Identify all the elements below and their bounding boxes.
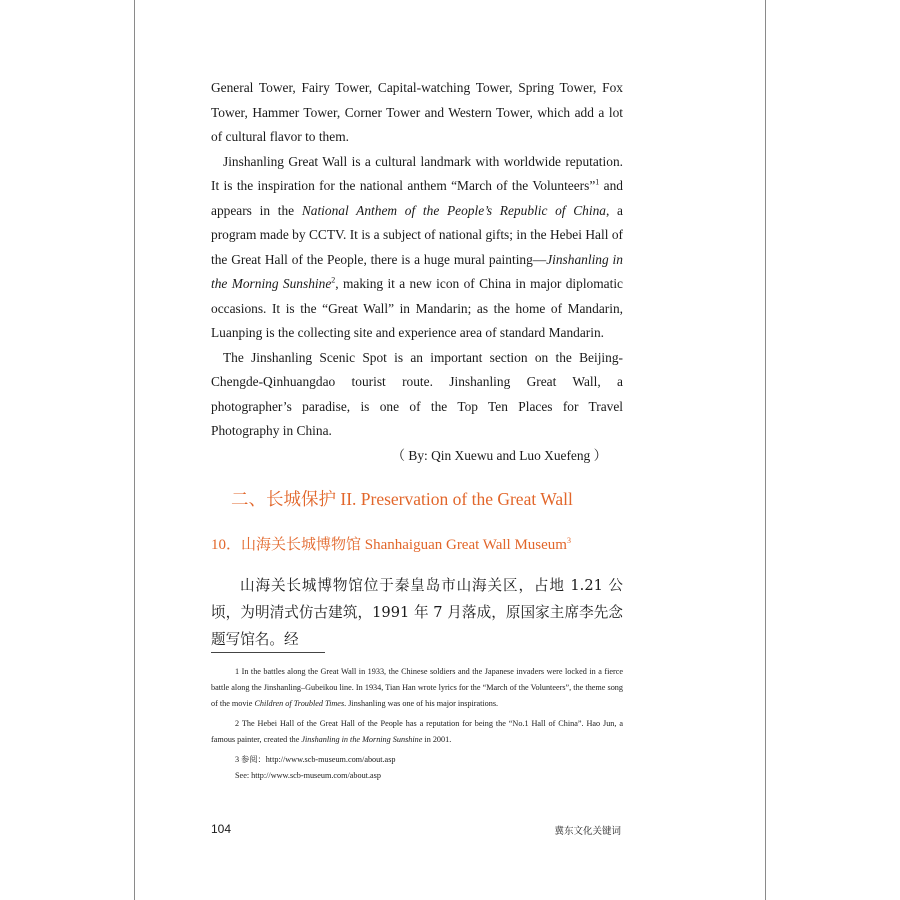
footnote-2 [211,716,623,748]
footnote-3-line-1: 3 参阅：http://www.scb-museum.com/about.asp [235,755,396,764]
footnote-1-text-a: 1 In the battles along the Great Wall in 1933, the Chinese soldiers and the Japanese invaders were locked in a fierce battle along the Jinshanling–Gubeikou line. In 1934, Tian Han wrote lyrics for the “March of the Volunteers”, the theme song of the movie [211,667,623,708]
book-page [134,0,766,900]
footnote-ref-3: 3 [566,536,571,545]
footnote-1-movie-title: Children of Troubled Times [254,699,345,708]
page-number: 104 [211,822,232,836]
paragraph-2-text-a: Jinshanling Great Wall is a cultural landmark with worldwide reputation. It is the inspiration for the national anthem “March of the Volunteers” [211,153,623,193]
footnote-2-text-a: 2 The Hebei Hall of the Great Hall of the People has a reputation for being the “No.1 Hall of China”. Hao Jun, a famous painter, created the [211,719,623,744]
section-heading: 二、长城保护 II. Preservation of the Great Wall [231,489,573,509]
footnote-divider [211,652,325,653]
paragraph-2-text-d: , a program made by CCTV. It is a subject of national gifts; in the Hebei Hall of the Great Hall of the People, there is a huge mural painting— [211,202,623,267]
footnote-3-line-2: See: http://www.scb-museum.com/about.asp [235,771,381,780]
paragraph-2-text-f: , making it a new icon of China in major diplomatic occasions. It is the “Great Wall” in Mandarin; as the home of Mandarin, Luanping is the collecting site and experience area of standard Mandarin. [211,276,623,340]
paragraph-2-title-mural: Jinshanling in the Morning Sunshine [211,251,623,291]
footnote-ref-2: 2 [331,275,336,285]
footnote-1-text-c: . Jinshanling was one of his major inspirations. [344,699,499,708]
subsection-heading-text: 10．山海关长城博物馆 Shanhaiguan Great Wall Museum [211,537,567,553]
body-text [211,76,623,468]
footnote-1 [211,664,623,712]
paragraph-2 [211,150,623,346]
byline: （ By: Qin Xuewu and Luo Xuefeng ） [391,447,607,463]
paragraph-2-text-b: and appears in the [211,178,623,218]
paragraph-2-title-anthem: National Anthem of the People’s Republic of China [301,202,606,218]
footnote-2-mural-title: Jinshanling in the Morning Sunshine [301,735,423,744]
footnotes [211,664,623,784]
paragraph-1: General Tower, Fairy Tower, Capital-watching Tower, Spring Tower, Fox Tower, Hammer Tower, Corner Tower and Western Tower, which add a lot of cultural flavor to them. [211,80,623,144]
running-title: 冀东文化关键词 [554,826,621,837]
footnote-2-text-c: in 2001. [422,735,452,744]
footnote-ref-1: 1 [595,177,600,187]
subsection-heading [211,533,571,554]
paragraph-3: The Jinshanling Scenic Spot is an important section on the Beijing-Chengde-Qinhuangdao tourist route. Jinshanling Great Wall, a photographer’s paradise, is one of the Top Ten Places for Travel Photography in China. [211,349,623,438]
chinese-paragraph-text: 山海关长城博物馆位于秦皇岛市山海关区，占地 1.21 公顷，为明清式仿古建筑，1991 年 7 月落成，原国家主席李先念题写馆名。经 [211,577,623,648]
chinese-paragraph [211,572,623,653]
